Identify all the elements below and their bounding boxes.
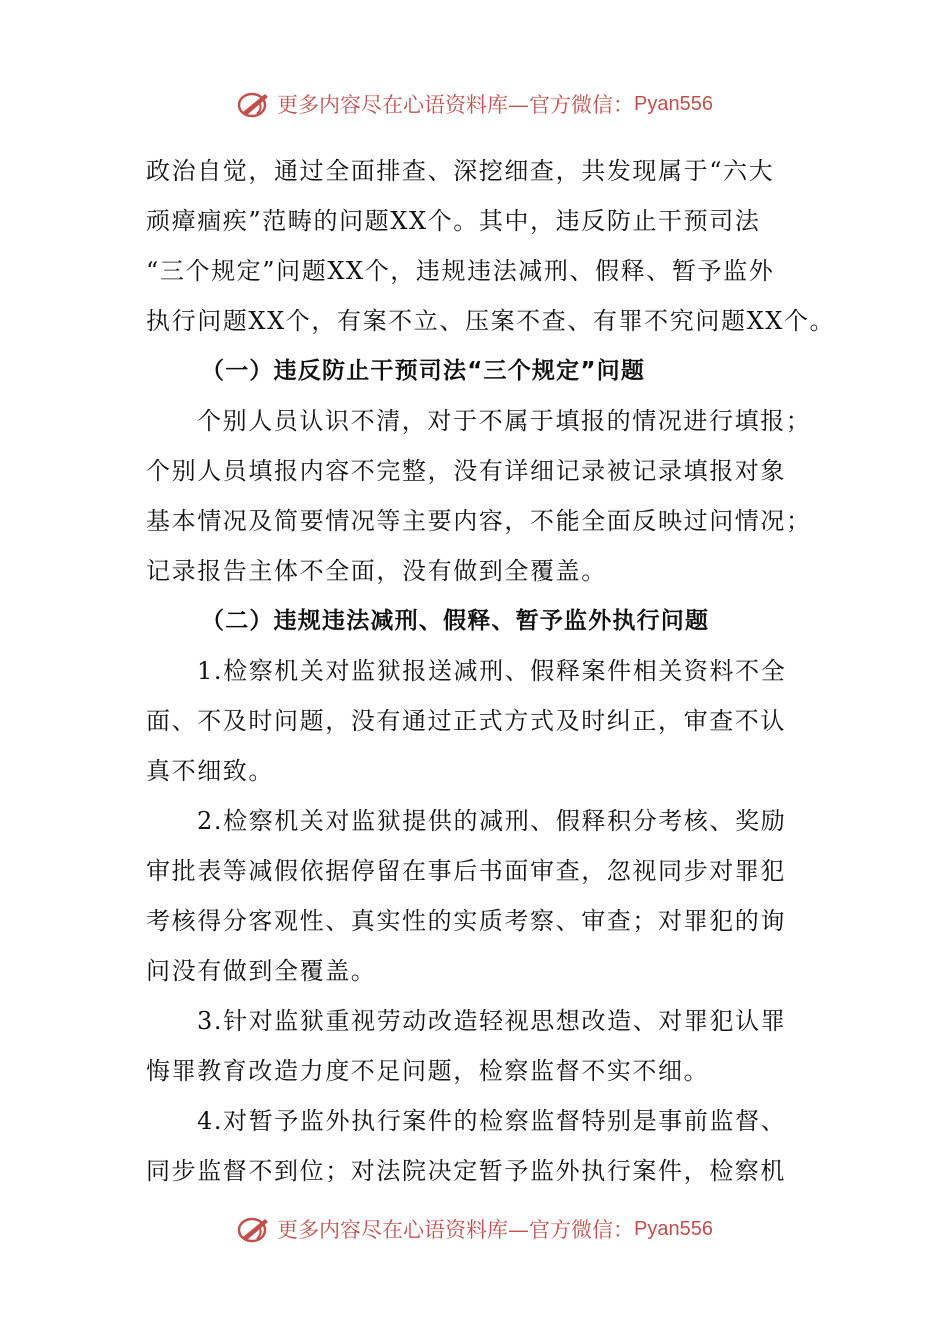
text-line: 1.检察机关对监狱报送减刑、假释案件相关资料不全 <box>197 657 787 685</box>
text-line: 同步监督不到位；对法院决定暂予监外执行案件，检察机 <box>146 1157 786 1185</box>
text-line: 顽瘴痼疾”范畴的问题XX个。其中，违反防止干预司法 <box>146 207 761 235</box>
text-line: 真不细致。 <box>146 757 274 785</box>
section-heading-1: （一）违反防止干预司法“三个规定”问题 <box>201 358 646 384</box>
pen-logo-icon <box>237 1213 273 1245</box>
banner-wechat-id: Pyan556 <box>634 1217 713 1240</box>
banner-text: 更多内容尽在心语资料库—官方微信： <box>277 1218 635 1242</box>
section-heading-2: （二）违规违法减刑、假释、暂予监外执行问题 <box>201 608 710 634</box>
text-line: 执行问题XX个，有案不立、压案不查、有罪不究问题XX个。 <box>146 307 836 335</box>
text-line: 记录报告主体不全面，没有做到全覆盖。 <box>146 557 607 585</box>
text-line: 考核得分客观性、真实性的实质考察、审查；对罪犯的询 <box>146 907 786 935</box>
banner-text: 更多内容尽在心语资料库—官方微信： <box>277 93 635 117</box>
text-line: “三个规定”问题XX个，违规违法减刑、假释、暂予监外 <box>146 257 775 285</box>
text-line: 审批表等减假依据停留在事后书面审查，忽视同步对罪犯 <box>146 857 786 885</box>
text-line: 3.针对监狱重视劳动改造轻视思想改造、对罪犯认罪 <box>197 1007 787 1035</box>
footer-watermark-banner <box>0 1209 950 1249</box>
text-line: 个别人员认识不清，对于不属于填报的情况进行填报； <box>197 407 812 435</box>
text-line: 问没有做到全覆盖。 <box>146 957 377 985</box>
text-line: 政治自觉，通过全面排查、深挖细查，共发现属于“六大 <box>146 157 775 185</box>
document-body <box>146 146 836 1196</box>
text-line: 个别人员填报内容不完整，没有详细记录被记录填报对象 <box>146 457 786 485</box>
banner-wechat-id: Pyan556 <box>634 92 713 115</box>
text-line: 4.对暂予监外执行案件的检察监督特别是事前监督、 <box>197 1107 787 1135</box>
text-line: 基本情况及简要情况等主要内容，不能全面反映过问情况； <box>146 507 812 535</box>
pen-logo-icon <box>237 88 273 120</box>
text-line: 2.检察机关对监狱提供的减刑、假释积分考核、奖励 <box>197 807 787 835</box>
text-line: 面、不及时问题，没有通过正式方式及时纠正，审查不认 <box>146 707 786 735</box>
header-watermark-banner <box>0 84 950 124</box>
text-line: 悔罪教育改造力度不足问题，检察监督不实不细。 <box>146 1057 710 1085</box>
